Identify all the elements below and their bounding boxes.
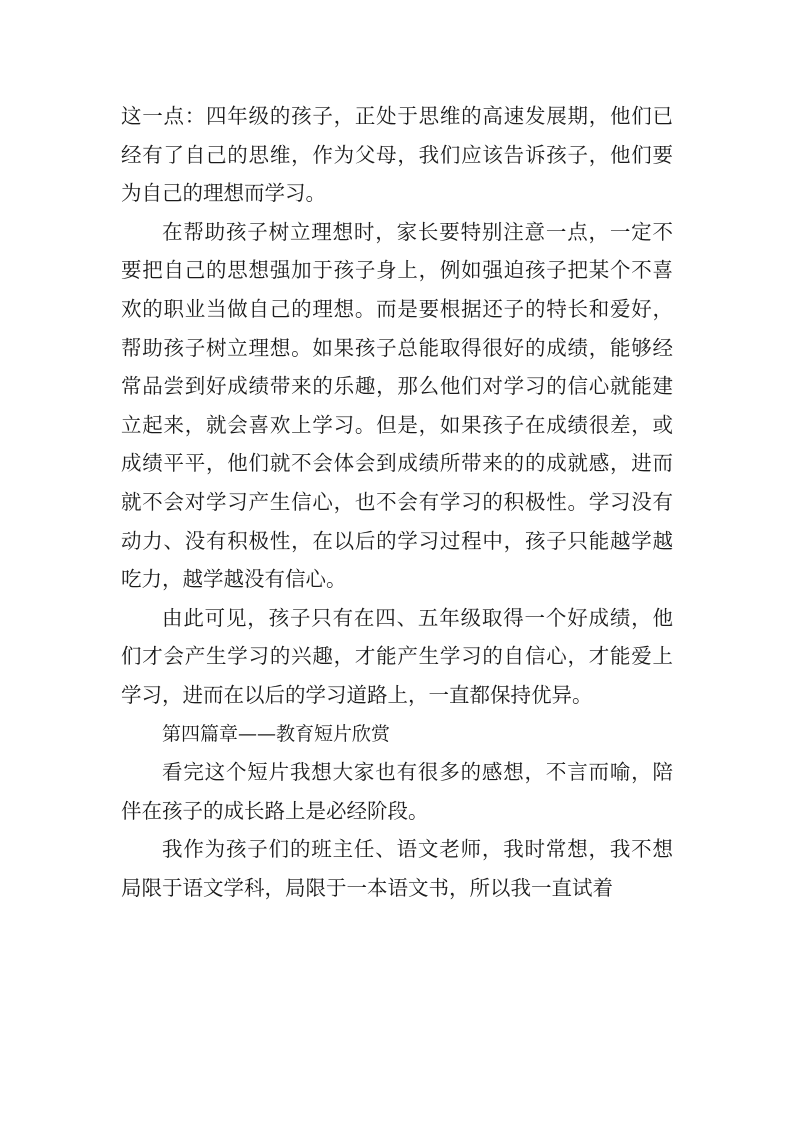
section-heading: 第四篇章——教育短片欣赏	[162, 722, 391, 745]
paragraph-3: 由此可见，孩子只有在四、五年级取得一个好成绩，他们才会产生学习的兴趣，才能产生学习的自信心，才能爱上学习，进而在以后的学习道路上，一直都保持优异。	[121, 605, 673, 707]
paragraph-5: 我作为孩子们的班主任、语文老师，我时常想，我不想局限于语文学科，局限于一本语文书，所以我一直试着	[121, 837, 673, 900]
paragraph-2: 在帮助孩子树立理想时，家长要特别注意一点，一定不要把自己的思想强加于孩子身上，例如强迫孩子把某个不喜欢的职业当做自己的理想。而是要根据还子的特长和爱好，帮助孩子树立理想。如果孩子总能取得很好的成绩，能够经常品尝到好成绩带来的乐趣，那么他们对学习的信心就能建立起来，就会喜欢上学习。但是，如果孩子在成绩很差，或成绩平平，他们就不会体会到成绩所带来的的成就感，进而就不会对学习产生信心，也不会有学习的积极性。学习没有动力、没有积极性，在以后的学习过程中，孩子只能越学越吃力，越学越没有信心。	[121, 219, 673, 592]
paragraph-4: 看完这个短片我想大家也有很多的感想，不言而喻，陪伴在孩子的成长路上是必经阶段。	[121, 760, 673, 823]
document-body	[121, 97, 673, 907]
paragraph-1: 这一点：四年级的孩子，正处于思维的高速发展期，他们已经有了自己的思维，作为父母，我们应该告诉孩子，他们要为自己的理想而学习。	[121, 104, 673, 206]
